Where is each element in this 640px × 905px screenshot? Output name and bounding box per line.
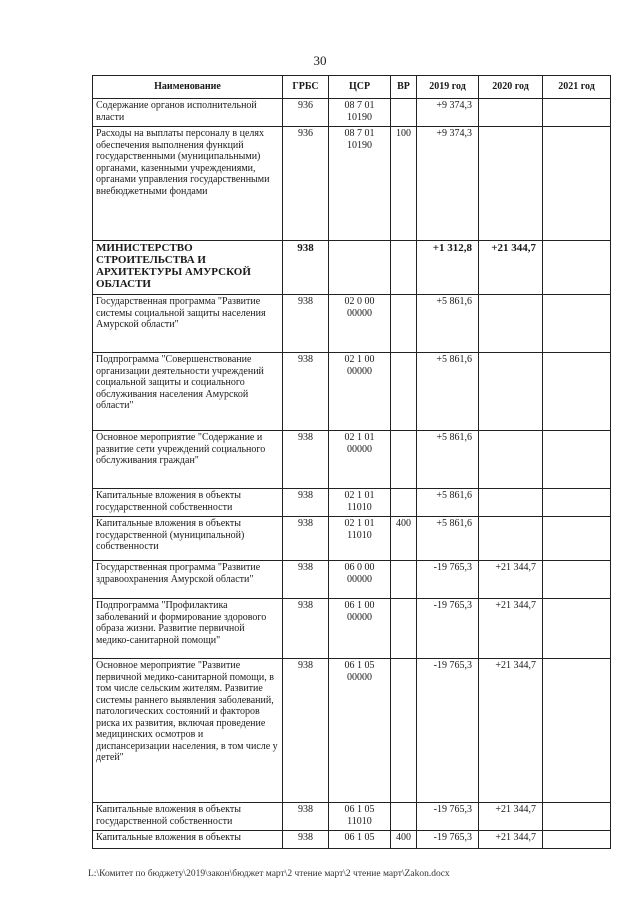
cell-name: Государственная программа "Развитие системы социальной защиты населения Амурской области" <box>93 295 283 353</box>
table-row <box>93 831 611 849</box>
cell-vr <box>391 659 417 803</box>
table-row <box>93 561 611 599</box>
cell-vr: 400 <box>391 517 417 561</box>
cell-2020 <box>479 295 543 353</box>
cell-name: Основное мероприятие "Развитие первичной медико-санитарной помощи, в том числе сельским жителям. Развитие системы раннего выявления заболеваний, патологических состояний и факторов риска их развития, включая проведение медицинских осмотров и диспансеризации населения, в том числе у детей" <box>93 659 283 803</box>
cell-2019: -19 765,3 <box>417 659 479 803</box>
cell-2019: -19 765,3 <box>417 561 479 599</box>
cell-csr <box>329 241 391 295</box>
cell-2020: +21 344,7 <box>479 241 543 295</box>
cell-csr: 02 1 01 11010 <box>329 517 391 561</box>
cell-csr: 02 1 00 00000 <box>329 353 391 431</box>
table-row <box>93 353 611 431</box>
cell-2021 <box>543 561 611 599</box>
cell-2021 <box>543 599 611 659</box>
cell-2020 <box>479 353 543 431</box>
cell-grbs: 938 <box>283 561 329 599</box>
cell-vr <box>391 561 417 599</box>
cell-vr <box>391 295 417 353</box>
header-2019: 2019 год <box>417 76 479 99</box>
cell-grbs: 936 <box>283 99 329 127</box>
header-csr: ЦСР <box>329 76 391 99</box>
cell-grbs: 938 <box>283 517 329 561</box>
cell-2021 <box>543 295 611 353</box>
cell-grbs: 938 <box>283 489 329 517</box>
table-row <box>93 431 611 489</box>
cell-name: Капитальные вложения в объекты государственной собственности <box>93 489 283 517</box>
cell-vr: 100 <box>391 127 417 241</box>
cell-vr <box>391 353 417 431</box>
cell-2021 <box>543 803 611 831</box>
cell-vr: 400 <box>391 831 417 849</box>
cell-name: Расходы на выплаты персоналу в целях обеспечения выполнения функций государственными (муниципальными) органами, казенными учреждениями, органами управления государственными внебюджетными фондами <box>93 127 283 241</box>
cell-name: Подпрограмма "Совершенствование организации деятельности учреждений социальной защиты и социального обслуживания населения Амурской области" <box>93 353 283 431</box>
header-vr: ВР <box>391 76 417 99</box>
cell-grbs: 938 <box>283 431 329 489</box>
cell-grbs: 938 <box>283 599 329 659</box>
cell-2020 <box>479 517 543 561</box>
header-2021: 2021 год <box>543 76 611 99</box>
table-row <box>93 99 611 127</box>
cell-2019: -19 765,3 <box>417 599 479 659</box>
table-row <box>93 295 611 353</box>
cell-name: Капитальные вложения в объекты <box>93 831 283 849</box>
cell-2019: +9 374,3 <box>417 99 479 127</box>
cell-2021 <box>543 127 611 241</box>
cell-csr: 08 7 01 10190 <box>329 127 391 241</box>
table-row <box>93 599 611 659</box>
cell-2021 <box>543 831 611 849</box>
table-row <box>93 659 611 803</box>
cell-2020: +21 344,7 <box>479 659 543 803</box>
cell-2019: +5 861,6 <box>417 431 479 489</box>
table-row <box>93 241 611 295</box>
cell-2019: +5 861,6 <box>417 489 479 517</box>
page-number: 30 <box>313 53 327 68</box>
cell-name: Государственная программа "Развитие здравоохранения Амурской области" <box>93 561 283 599</box>
table-header-row <box>93 76 611 99</box>
cell-grbs: 938 <box>283 659 329 803</box>
cell-name: Содержание органов исполнительной власти <box>93 99 283 127</box>
table-body <box>93 99 611 849</box>
cell-csr: 06 1 05 00000 <box>329 659 391 803</box>
cell-csr: 02 0 00 00000 <box>329 295 391 353</box>
cell-grbs: 938 <box>283 831 329 849</box>
cell-2021 <box>543 659 611 803</box>
header-name: Наименование <box>93 76 283 99</box>
table-row <box>93 489 611 517</box>
cell-name: МИНИСТЕРСТВО СТРОИТЕЛЬСТВА И АРХИТЕКТУРЫ АМУРСКОЙ ОБЛАСТИ <box>93 241 283 295</box>
cell-grbs: 936 <box>283 127 329 241</box>
cell-vr <box>391 599 417 659</box>
cell-vr <box>391 803 417 831</box>
header-2020: 2020 год <box>479 76 543 99</box>
cell-2020: +21 344,7 <box>479 803 543 831</box>
cell-2020 <box>479 99 543 127</box>
cell-2019: -19 765,3 <box>417 831 479 849</box>
cell-name: Капитальные вложения в объекты государственной собственности <box>93 803 283 831</box>
cell-2020 <box>479 489 543 517</box>
cell-2020 <box>479 127 543 241</box>
cell-2019: +5 861,6 <box>417 353 479 431</box>
cell-2021 <box>543 99 611 127</box>
header-grbs: ГРБС <box>283 76 329 99</box>
cell-2019: +5 861,6 <box>417 517 479 561</box>
cell-name: Капитальные вложения в объекты государственной (муниципальной) собственности <box>93 517 283 561</box>
cell-2019: +9 374,3 <box>417 127 479 241</box>
cell-grbs: 938 <box>283 803 329 831</box>
cell-2021 <box>543 241 611 295</box>
cell-name: Подпрограмма "Профилактика заболеваний и формирование здорового образа жизни. Развитие первичной медико-санитарной помощи" <box>93 599 283 659</box>
table-row <box>93 803 611 831</box>
cell-2021 <box>543 489 611 517</box>
cell-2020: +21 344,7 <box>479 561 543 599</box>
cell-csr: 02 1 01 11010 <box>329 489 391 517</box>
cell-2021 <box>543 431 611 489</box>
cell-2020: +21 344,7 <box>479 599 543 659</box>
cell-csr: 06 0 00 00000 <box>329 561 391 599</box>
cell-2020: +21 344,7 <box>479 831 543 849</box>
cell-csr: 06 1 05 <box>329 831 391 849</box>
cell-vr <box>391 241 417 295</box>
footer-file-path: L:\Комитет по бюджету\2019\закон\бюджет март\2 чтение март\2 чтение март\Zakon.docx <box>88 869 450 879</box>
table-row <box>93 127 611 241</box>
cell-csr: 06 1 00 00000 <box>329 599 391 659</box>
cell-vr <box>391 489 417 517</box>
cell-csr: 08 7 01 10190 <box>329 99 391 127</box>
table-row <box>93 517 611 561</box>
cell-2020 <box>479 431 543 489</box>
cell-2019: +5 861,6 <box>417 295 479 353</box>
cell-grbs: 938 <box>283 295 329 353</box>
cell-grbs: 938 <box>283 353 329 431</box>
budget-table <box>92 75 611 849</box>
cell-vr <box>391 431 417 489</box>
cell-name: Основное мероприятие "Содержание и развитие сети учреждений социального обслуживания граждан" <box>93 431 283 489</box>
cell-2019: +1 312,8 <box>417 241 479 295</box>
cell-2021 <box>543 353 611 431</box>
cell-2021 <box>543 517 611 561</box>
cell-csr: 02 1 01 00000 <box>329 431 391 489</box>
cell-vr <box>391 99 417 127</box>
cell-grbs: 938 <box>283 241 329 295</box>
cell-2019: -19 765,3 <box>417 803 479 831</box>
cell-csr: 06 1 05 11010 <box>329 803 391 831</box>
